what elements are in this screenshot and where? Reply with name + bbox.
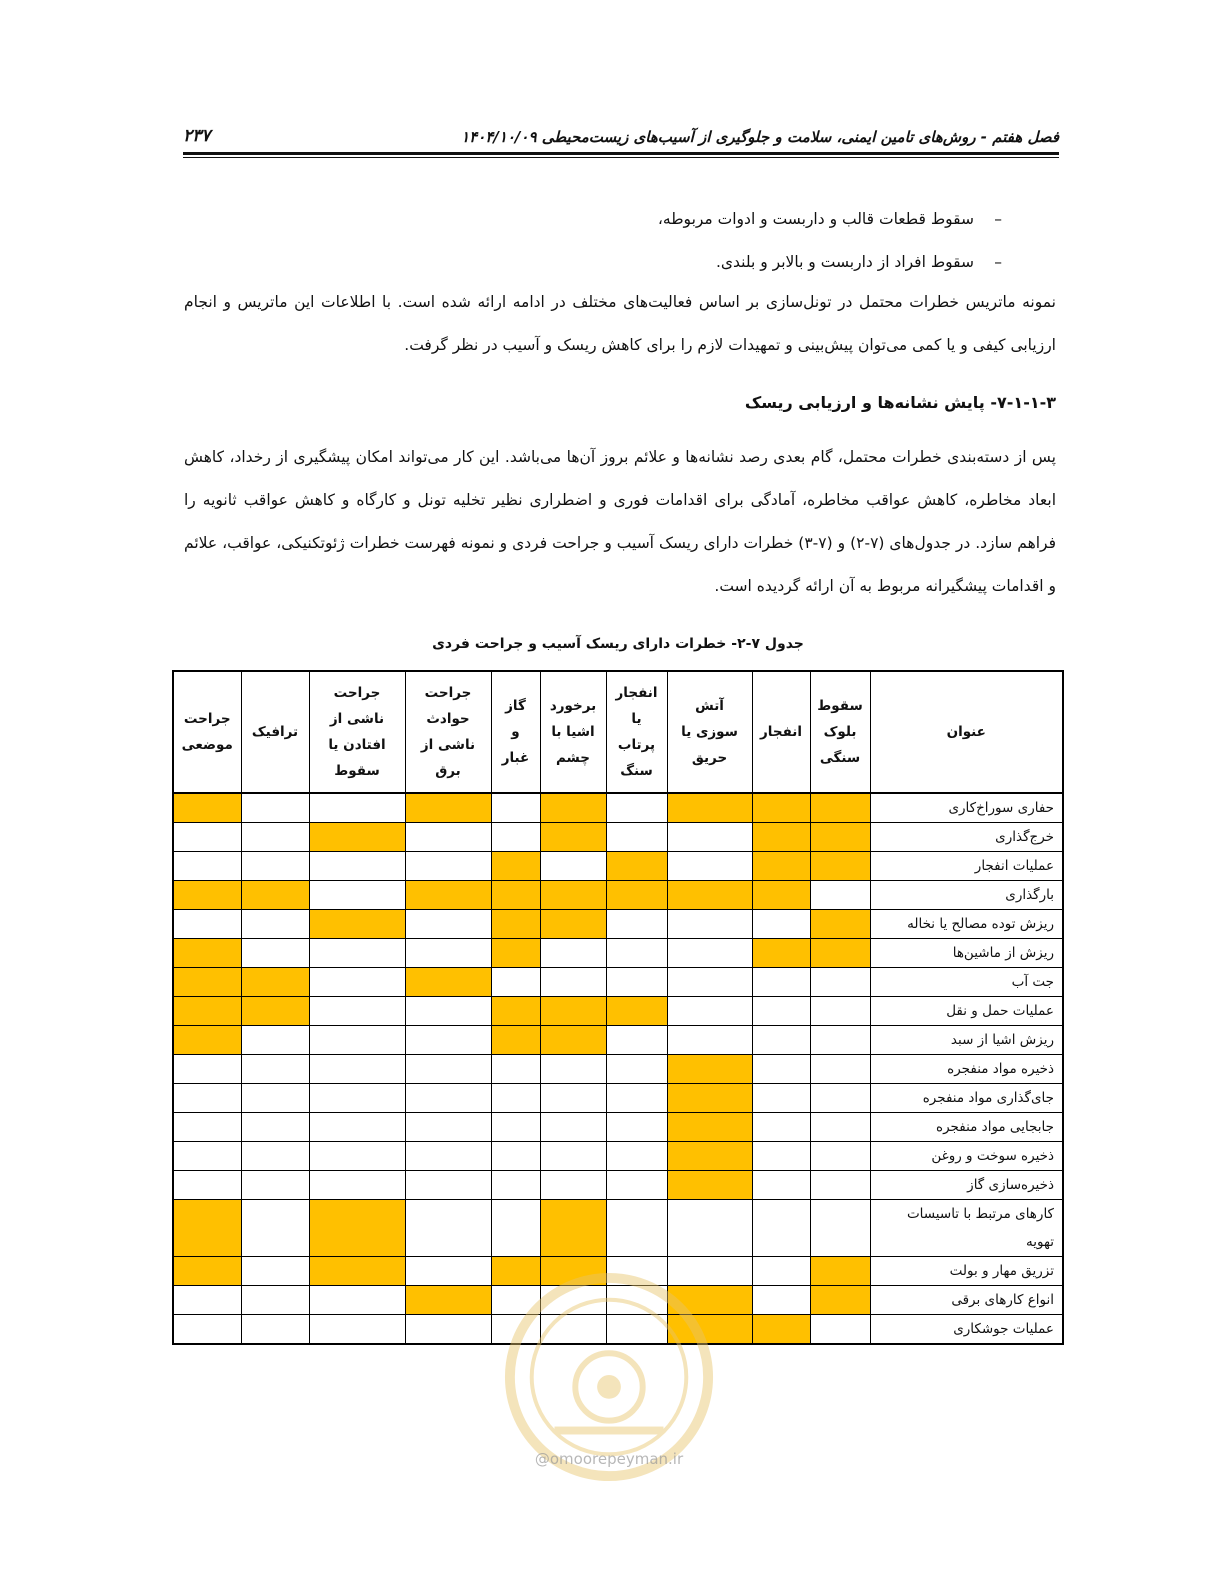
risk-cell-marked: [405, 793, 491, 823]
activity-label: عملیات انفجار: [870, 852, 1063, 881]
risk-cell-empty: [405, 1257, 491, 1286]
activity-label: جت آب: [870, 968, 1063, 997]
risk-cell-marked: [491, 1026, 540, 1055]
column-header-hazard: ترافیک: [241, 671, 309, 793]
risk-cell-empty: [405, 1026, 491, 1055]
risk-cell-marked: [491, 881, 540, 910]
table-row: [173, 997, 1063, 1026]
risk-cell-empty: [810, 881, 870, 910]
bullet-item: [402, 198, 1002, 241]
risk-cell-empty: [173, 1286, 241, 1315]
risk-cell-marked: [491, 910, 540, 939]
risk-cell-empty: [752, 1200, 810, 1257]
activity-label: ریزش از ماشین‌ها: [870, 939, 1063, 968]
risk-cell-empty: [540, 1055, 606, 1084]
risk-cell-empty: [309, 1026, 405, 1055]
risk-cell-empty: [606, 1055, 667, 1084]
risk-cell-marked: [309, 910, 405, 939]
risk-cell-empty: [405, 1315, 491, 1345]
table-row: [173, 939, 1063, 968]
risk-cell-marked: [810, 939, 870, 968]
risk-cell-marked: [810, 852, 870, 881]
risk-cell-empty: [241, 1200, 309, 1257]
table-row: [173, 881, 1063, 910]
activity-label: حفاری سوراخ‌کاری: [870, 793, 1063, 823]
risk-cell-marked: [752, 881, 810, 910]
risk-cell-marked: [540, 1257, 606, 1286]
risk-cell-marked: [667, 793, 752, 823]
risk-cell-marked: [173, 1257, 241, 1286]
risk-cell-empty: [405, 852, 491, 881]
risk-cell-empty: [606, 1200, 667, 1257]
risk-cell-marked: [173, 793, 241, 823]
risk-cell-empty: [752, 1171, 810, 1200]
activity-label: انواع کارهای برقی: [870, 1286, 1063, 1315]
column-header-hazard: گاز و غبار: [491, 671, 540, 793]
risk-cell-marked: [667, 1171, 752, 1200]
risk-cell-empty: [173, 852, 241, 881]
risk-cell-empty: [241, 1315, 309, 1345]
activity-label: ذخیره مواد منفجره: [870, 1055, 1063, 1084]
risk-cell-empty: [405, 997, 491, 1026]
risk-cell-marked: [491, 997, 540, 1026]
risk-cell-empty: [491, 968, 540, 997]
risk-cell-marked: [667, 1084, 752, 1113]
risk-cell-marked: [173, 939, 241, 968]
risk-cell-empty: [241, 793, 309, 823]
risk-cell-empty: [241, 939, 309, 968]
risk-cell-marked: [540, 910, 606, 939]
risk-cell-marked: [405, 1286, 491, 1315]
risk-cell-empty: [810, 1055, 870, 1084]
bullet-item: [402, 241, 1002, 284]
risk-cell-empty: [241, 1026, 309, 1055]
table-header-row: [173, 671, 1063, 793]
risk-cell-empty: [606, 1286, 667, 1315]
risk-cell-empty: [309, 1113, 405, 1142]
body-paragraph: نمونه ماتریس خطرات محتمل در تونل‌سازی بر اساس فعالیت‌های مختلف در ادامه ارائه شده است. با اطلاعات این ماتریس و انجام ارزیابی کیفی و یا کمی می‌توان پیش‌بینی و تمهیدات لازم را برای کاهش ریسک و آسیب در نظر گرفت.: [184, 293, 1056, 354]
activity-label: ریزش توده مصالح یا نخاله: [870, 910, 1063, 939]
bullet-dash: –: [994, 210, 1002, 228]
activity-label: کارهای مرتبط با تاسیسات تهویه: [870, 1200, 1063, 1257]
column-header-hazard: انفجار: [752, 671, 810, 793]
column-header-hazard: برخورد اشیا با چشم: [540, 671, 606, 793]
bullet-text: سقوط افراد از داربست و بالابر و بلندی.: [715, 253, 974, 271]
risk-cell-empty: [405, 1113, 491, 1142]
risk-cell-marked: [810, 1286, 870, 1315]
risk-cell-marked: [173, 1200, 241, 1257]
table-row: [173, 1286, 1063, 1315]
risk-cell-empty: [540, 1315, 606, 1345]
table-row: [173, 1113, 1063, 1142]
table-row: [173, 852, 1063, 881]
risk-cell-empty: [309, 968, 405, 997]
table-row: [173, 1055, 1063, 1084]
risk-cell-empty: [241, 1286, 309, 1315]
risk-cell-marked: [309, 823, 405, 852]
risk-cell-empty: [667, 910, 752, 939]
risk-cell-empty: [606, 1084, 667, 1113]
risk-cell-empty: [606, 1026, 667, 1055]
risk-cell-empty: [491, 1055, 540, 1084]
risk-cell-empty: [606, 823, 667, 852]
risk-cell-marked: [667, 1142, 752, 1171]
risk-cell-empty: [309, 997, 405, 1026]
risk-cell-empty: [309, 1055, 405, 1084]
risk-cell-marked: [752, 939, 810, 968]
risk-cell-empty: [405, 939, 491, 968]
running-title: فصل هفتم - روش‌های تامین ایمنی، سلامت و جلوگیری از آسیب‌های زیست‌محیطی ۱۴۰۴/۱۰/۰۹: [461, 128, 1059, 146]
risk-cell-empty: [540, 1084, 606, 1113]
risk-cell-marked: [309, 1200, 405, 1257]
risk-cell-empty: [405, 1142, 491, 1171]
bullet-dash: –: [994, 253, 1002, 271]
risk-cell-empty: [667, 823, 752, 852]
risk-cell-empty: [309, 793, 405, 823]
activity-label: عملیات حمل و نقل: [870, 997, 1063, 1026]
table-row: [173, 1257, 1063, 1286]
risk-cell-empty: [405, 1171, 491, 1200]
risk-cell-marked: [810, 1257, 870, 1286]
risk-cell-marked: [173, 1026, 241, 1055]
risk-cell-empty: [241, 823, 309, 852]
table-row: [173, 1200, 1063, 1257]
risk-cell-empty: [491, 793, 540, 823]
risk-cell-empty: [173, 823, 241, 852]
risk-cell-empty: [810, 968, 870, 997]
risk-cell-empty: [606, 1171, 667, 1200]
risk-cell-marked: [491, 1257, 540, 1286]
risk-cell-marked: [405, 968, 491, 997]
risk-cell-empty: [173, 910, 241, 939]
risk-cell-empty: [491, 1084, 540, 1113]
risk-cell-empty: [241, 1142, 309, 1171]
risk-cell-empty: [810, 1026, 870, 1055]
bullet-text: سقوط قطعات قالب و داربست و ادوات مربوطه،: [657, 210, 974, 228]
risk-cell-empty: [540, 852, 606, 881]
risk-cell-marked: [667, 1315, 752, 1345]
risk-cell-empty: [540, 1142, 606, 1171]
risk-cell-marked: [810, 793, 870, 823]
risk-cell-empty: [491, 1171, 540, 1200]
table-row: [173, 793, 1063, 823]
risk-cell-empty: [810, 997, 870, 1026]
activity-label: جابجایی مواد منفجره: [870, 1113, 1063, 1142]
risk-cell-empty: [810, 1084, 870, 1113]
risk-cell-empty: [173, 1142, 241, 1171]
risk-cell-empty: [405, 1084, 491, 1113]
risk-cell-marked: [309, 1257, 405, 1286]
activity-label: تزریق مهار و بولت: [870, 1257, 1063, 1286]
risk-cell-empty: [752, 1286, 810, 1315]
risk-cell-marked: [241, 881, 309, 910]
risk-cell-empty: [810, 1315, 870, 1345]
risk-cell-marked: [667, 1055, 752, 1084]
risk-cell-empty: [606, 1142, 667, 1171]
table-row: [173, 1315, 1063, 1345]
risk-cell-empty: [667, 968, 752, 997]
risk-cell-marked: [606, 881, 667, 910]
risk-cell-empty: [309, 1142, 405, 1171]
risk-cell-empty: [491, 1142, 540, 1171]
risk-cell-marked: [540, 1026, 606, 1055]
column-header-hazard: جراحت موضعی: [173, 671, 241, 793]
risk-cell-empty: [241, 1113, 309, 1142]
risk-cell-empty: [810, 1113, 870, 1142]
watermark-url: @omoorepeyman.ir: [534, 1450, 684, 1468]
risk-cell-marked: [540, 997, 606, 1026]
risk-cell-empty: [606, 793, 667, 823]
risk-cell-empty: [309, 1171, 405, 1200]
risk-cell-empty: [606, 910, 667, 939]
risk-cell-marked: [752, 793, 810, 823]
risk-cell-empty: [810, 1171, 870, 1200]
risk-cell-marked: [810, 910, 870, 939]
risk-cell-empty: [540, 1113, 606, 1142]
table-row: [173, 1026, 1063, 1055]
risk-cell-empty: [173, 1315, 241, 1345]
risk-cell-marked: [667, 1113, 752, 1142]
risk-cell-marked: [491, 852, 540, 881]
risk-cell-empty: [606, 1315, 667, 1345]
risk-cell-empty: [667, 1200, 752, 1257]
risk-cell-empty: [405, 823, 491, 852]
header-rule: [183, 152, 1059, 155]
risk-cell-empty: [667, 852, 752, 881]
column-header-hazard: آتش سوزی یا حریق: [667, 671, 752, 793]
risk-cell-empty: [752, 1257, 810, 1286]
table-body: [173, 793, 1063, 1344]
risk-cell-empty: [173, 1113, 241, 1142]
risk-cell-empty: [606, 939, 667, 968]
risk-cell-empty: [405, 1200, 491, 1257]
table-row: [173, 1084, 1063, 1113]
risk-cell-empty: [491, 1113, 540, 1142]
activity-label: بارگذاری: [870, 881, 1063, 910]
risk-cell-empty: [241, 852, 309, 881]
risk-cell-empty: [752, 997, 810, 1026]
table-row: [173, 1142, 1063, 1171]
risk-cell-empty: [540, 968, 606, 997]
risk-cell-empty: [810, 1142, 870, 1171]
risk-cell-marked: [540, 793, 606, 823]
activity-label: ریزش اشیا از سبد: [870, 1026, 1063, 1055]
risk-cell-empty: [309, 1286, 405, 1315]
risk-cell-empty: [491, 1200, 540, 1257]
risk-cell-empty: [405, 910, 491, 939]
activity-label: خرج‌گذاری: [870, 823, 1063, 852]
risk-cell-marked: [667, 1286, 752, 1315]
risk-cell-empty: [173, 1084, 241, 1113]
risk-cell-empty: [491, 823, 540, 852]
activity-label: ذخیره سوخت و روغن: [870, 1142, 1063, 1171]
table-caption: جدول ۷-۲- خطرات دارای ریسک آسیب و جراحت فردی: [432, 636, 804, 652]
risk-cell-empty: [309, 881, 405, 910]
risk-cell-empty: [606, 1257, 667, 1286]
section-heading: ۷-۱-۱-۳- پایش نشانه‌ها و ارزیابی ریسک: [744, 393, 1056, 412]
table-row: [173, 910, 1063, 939]
page-number: ۲۳۷: [183, 126, 211, 146]
risk-cell-empty: [667, 1026, 752, 1055]
risk-cell-empty: [606, 968, 667, 997]
activity-label: عملیات جوشکاری: [870, 1315, 1063, 1345]
activity-label: جای‌گذاری مواد منفجره: [870, 1084, 1063, 1113]
table-row: [173, 1171, 1063, 1200]
risk-cell-marked: [241, 997, 309, 1026]
risk-cell-marked: [540, 1200, 606, 1257]
risk-cell-marked: [810, 823, 870, 852]
risk-cell-marked: [241, 968, 309, 997]
table-row: [173, 968, 1063, 997]
risk-cell-empty: [540, 1286, 606, 1315]
risk-cell-empty: [241, 1257, 309, 1286]
risk-cell-empty: [491, 1315, 540, 1345]
risk-cell-empty: [241, 1055, 309, 1084]
risk-cell-marked: [173, 997, 241, 1026]
bullet-list: [402, 198, 1002, 284]
risk-cell-marked: [667, 881, 752, 910]
risk-cell-empty: [667, 997, 752, 1026]
risk-cell-empty: [540, 1171, 606, 1200]
column-header-hazard: انفجار یا پرتاب سنگ: [606, 671, 667, 793]
risk-cell-empty: [241, 910, 309, 939]
risk-cell-marked: [540, 881, 606, 910]
risk-cell-empty: [752, 1084, 810, 1113]
risk-cell-marked: [752, 1315, 810, 1345]
risk-cell-empty: [752, 910, 810, 939]
risk-cell-empty: [752, 1113, 810, 1142]
risk-cell-empty: [173, 1171, 241, 1200]
column-header-hazard: جراحت ناشی از افتادن یا سقوط: [309, 671, 405, 793]
risk-cell-empty: [667, 939, 752, 968]
header-rule-thin: [183, 157, 1059, 158]
risk-cell-empty: [309, 1315, 405, 1345]
risk-cell-marked: [405, 881, 491, 910]
risk-cell-empty: [810, 1200, 870, 1257]
risk-cell-marked: [606, 852, 667, 881]
risk-cell-marked: [752, 823, 810, 852]
risk-cell-empty: [309, 1084, 405, 1113]
risk-cell-empty: [752, 1026, 810, 1055]
risk-cell-empty: [309, 852, 405, 881]
page-header: [183, 118, 1059, 146]
risk-cell-empty: [752, 968, 810, 997]
risk-cell-empty: [606, 1113, 667, 1142]
column-header-hazard: سقوط بلوک سنگی: [810, 671, 870, 793]
risk-cell-empty: [173, 1055, 241, 1084]
risk-cell-marked: [173, 881, 241, 910]
table-row: [173, 823, 1063, 852]
risk-cell-marked: [606, 997, 667, 1026]
risk-cell-marked: [752, 852, 810, 881]
risk-cell-empty: [309, 939, 405, 968]
risk-cell-empty: [241, 1084, 309, 1113]
risk-cell-empty: [667, 1257, 752, 1286]
activity-label: ذخیره‌سازی گاز: [870, 1171, 1063, 1200]
risk-cell-marked: [173, 968, 241, 997]
risk-cell-empty: [491, 1286, 540, 1315]
risk-cell-empty: [540, 939, 606, 968]
risk-cell-marked: [540, 823, 606, 852]
risk-cell-empty: [241, 1171, 309, 1200]
risk-cell-empty: [752, 1142, 810, 1171]
column-header-hazard: جراحت حوادث ناشی از برق: [405, 671, 491, 793]
body-paragraph: پس از دسته‌بندی خطرات محتمل، گام بعدی رصد نشانه‌ها و علائم بروز آن‌ها می‌باشد. این کار می‌تواند امکان پیشگیری از رخداد، کاهش ابعاد مخاطره، کاهش عواقب مخاطره، آمادگی برای اقدامات فوری و اضطراری نظیر تخلیه تونل و کارگاه و کاهش عواقب ثانویه را فراهم سازد. در جدول‌های (۷-۲) و (۷-۳) خطرات دارای ریسک آسیب و جراحت فردی و نمونه فهرست خطرات ژئوتکنیکی، عواقب، علائم و اقدامات پیشگیرانه مربوط به آن ارائه گردیده است.: [184, 448, 1057, 595]
column-header-title: عنوان: [870, 671, 1063, 793]
risk-cell-empty: [405, 1055, 491, 1084]
risk-cell-marked: [491, 939, 540, 968]
risk-cell-empty: [752, 1055, 810, 1084]
risk-matrix-table: [172, 670, 1064, 1345]
